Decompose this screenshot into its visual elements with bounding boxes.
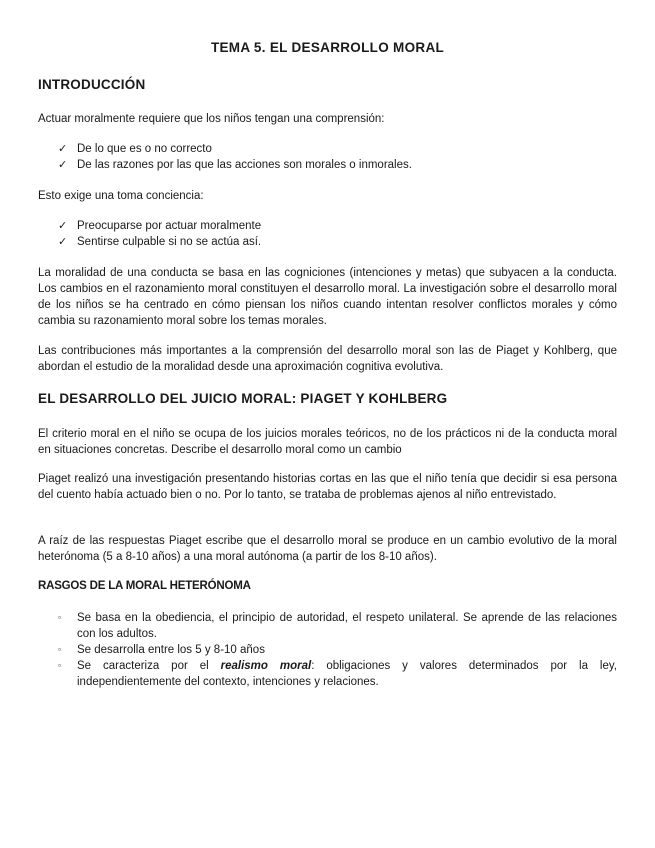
section-heading-moral-judgment: EL DESARROLLO DEL JUICIO MORAL: PIAGET Y KOHLBERG: [38, 391, 448, 406]
paragraph-intro-2: Esto exige una toma conciencia:: [38, 190, 204, 202]
paragraph-intro-4: Las contribuciones más importantes a la comprensión del desarrollo moral son las de Piaget y Kohlberg, que abordan el estudio de la moralidad desde una aproximación cognitiva evolutiva.: [38, 345, 617, 373]
list-item: ✓ Sentirse culpable si no se actúa así.: [58, 236, 262, 248]
paragraph-judgment-2: Piaget realizó una investigación presentando historias cortas en las que el niño tenía que decidir si esa persona del cuento había actuado bien o no. Por lo tanto, se trataba de problemas ajenos al niño entrevistado.: [38, 473, 617, 501]
list-item: ✓ De lo que es o no correcto: [58, 143, 212, 155]
paragraph-intro-1: Actuar moralmente requiere que los niños tengan una comprensión:: [38, 113, 385, 125]
checklist-awareness: [58, 218, 617, 250]
paragraph-judgment-1: El criterio moral en el niño se ocupa de los juicios morales teóricos, no de los prácticos ni de la conducta moral en situaciones concretas. Describe el desarrollo moral como un cambio: [38, 428, 617, 456]
square-bullet-icon: ▫: [58, 613, 61, 622]
list-item: ✓ De las razones por las que las acciones son morales o inmorales.: [58, 159, 412, 171]
square-bullet-icon: ▫: [58, 661, 61, 670]
list-item: ✓ Preocuparse por actuar moralmente: [58, 220, 262, 232]
traits-list: [58, 610, 617, 690]
check-icon: ✓: [58, 159, 68, 171]
subsection-heading-heteronomous-traits: RASGOS DE LA MORAL HETERÓNOMA: [38, 580, 251, 592]
check-icon: ✓: [58, 143, 68, 155]
page-title: TEMA 5. EL DESARROLLO MORAL: [210, 40, 445, 55]
list-item: ▫ Se caracteriza por el realismo moral: obligaciones y valores determinados por la ley, independientemente del contexto, intenciones y relaciones.: [58, 660, 617, 688]
list-item: ▫ Se desarrolla entre los 5 y 8-10 años: [58, 644, 265, 656]
checklist-comprehension: [58, 141, 617, 173]
paragraph-judgment-3: A raíz de las respuestas Piaget escribe que el desarrollo moral se produce en un cambio evolutivo de la moral heterónoma (5 a 8-10 años) a una moral autónoma (a partir de los 8-10 años).: [38, 535, 617, 563]
emphasis-moral-realism: realismo moral: [220, 660, 312, 672]
check-icon: ✓: [58, 220, 68, 232]
check-icon: ✓: [58, 236, 68, 248]
square-bullet-icon: ▫: [58, 645, 61, 654]
paragraph-intro-3: La moralidad de una conducta se basa en las cogniciones (intenciones y metas) que subyacen a la conducta. Los cambios en el razonamiento moral constituyen el desarrollo moral. La investigación sobre el desarrollo moral de los niños se ha centrado en cómo piensan los niños cuando intentan resolver conflictos morales y cómo cambia su razonamiento moral sobre los temas morales.: [38, 267, 617, 327]
list-item: ▫ Se basa en la obediencia, el principio de autoridad, el respeto unilateral. Se aprende de las relaciones con los adultos.: [58, 612, 617, 640]
section-heading-introduction: INTRODUCCIÓN: [38, 77, 146, 92]
